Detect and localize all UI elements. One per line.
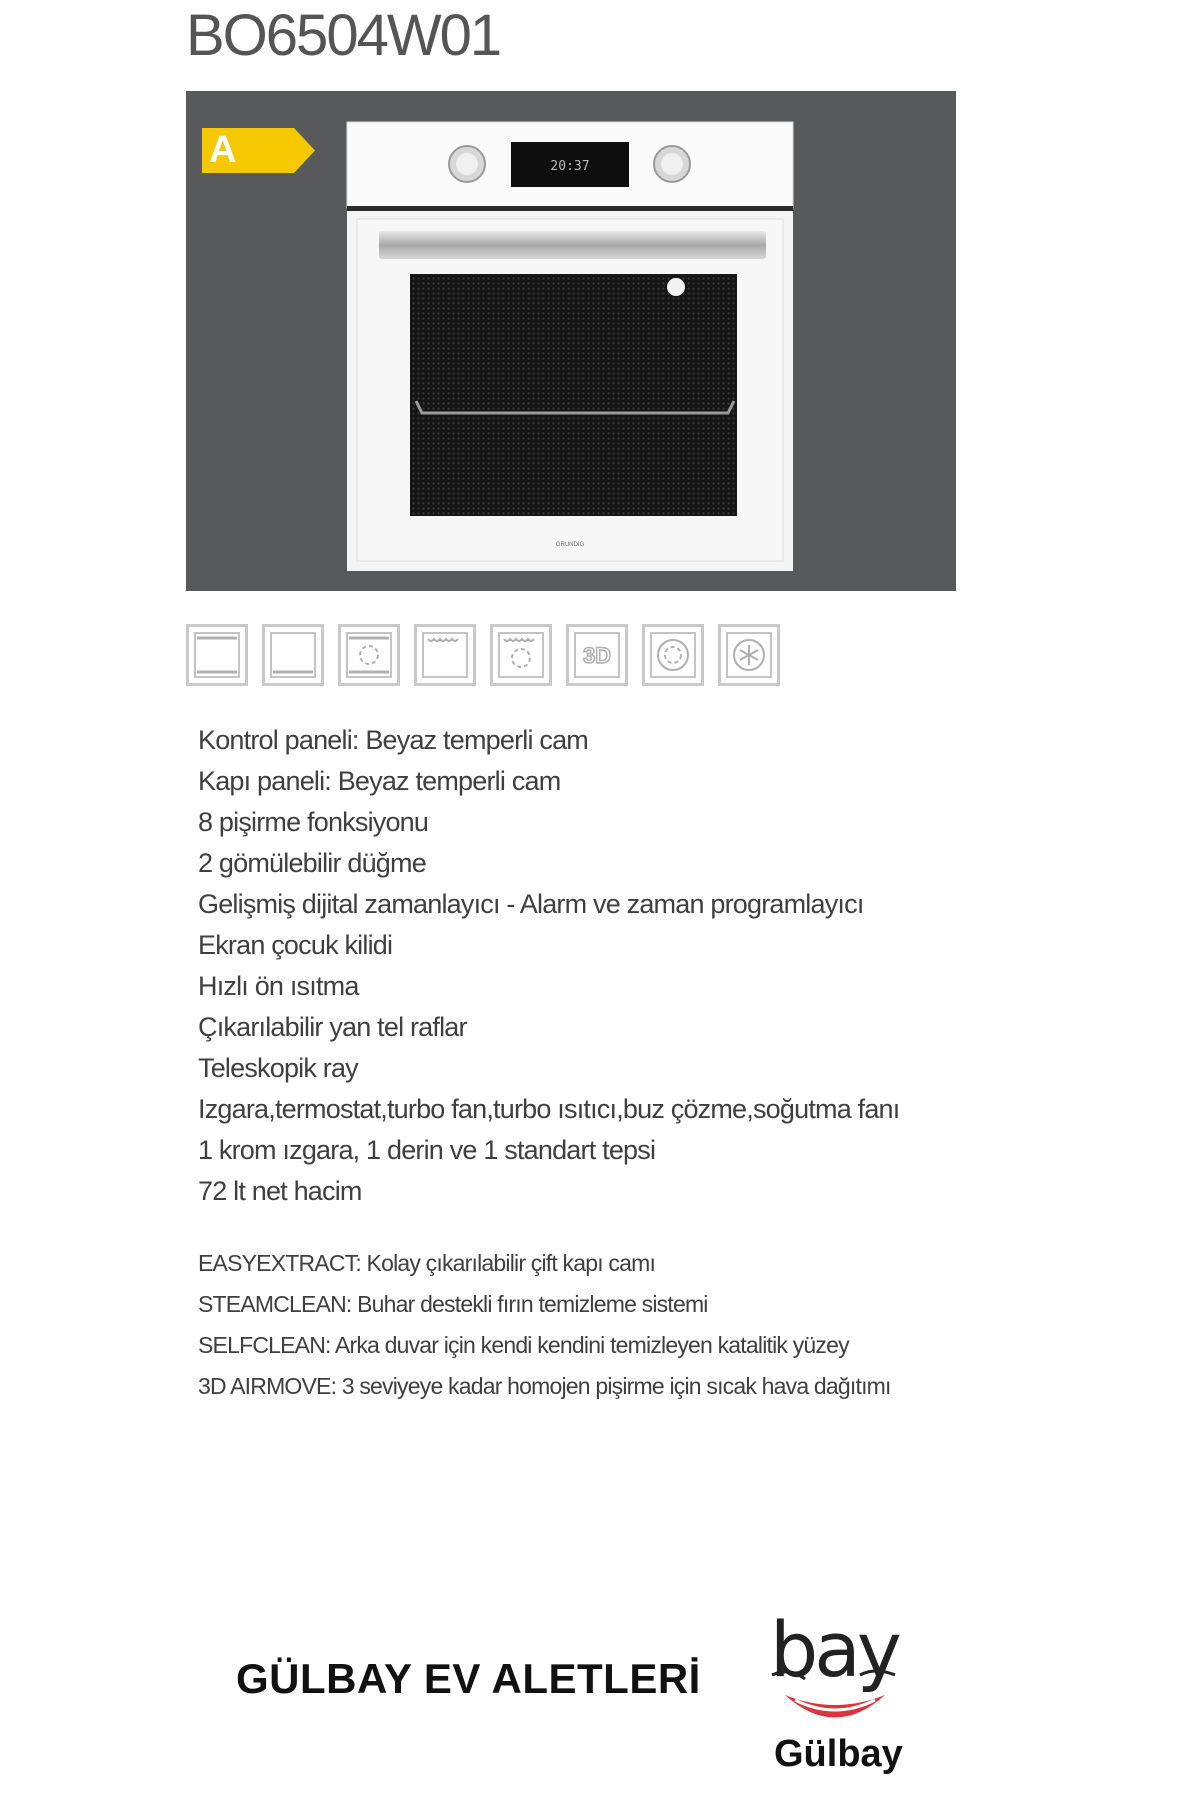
oven-window — [410, 274, 737, 516]
display-time: 20:37 — [550, 159, 590, 174]
energy-class: A — [209, 129, 237, 171]
model-title: BO6504W01 — [186, 3, 501, 68]
turbo-grill-icon — [490, 624, 552, 686]
company-name: GÜLBAY EV ALETLERİ — [236, 1655, 701, 1702]
feature-list — [198, 720, 978, 1212]
fan-heat-icon — [338, 624, 400, 686]
defrost-icon — [718, 624, 780, 686]
bottom-heat-icon — [262, 624, 324, 686]
technology-item: 3D AIRMOVE: 3 seviyeye kadar homojen pişirme için sıcak hava dağıtımı — [198, 1373, 891, 1399]
door-handle — [379, 231, 766, 259]
feature-item: 72 lt net hacim — [198, 1176, 362, 1206]
technology-list — [198, 1247, 958, 1411]
top-bottom-heat-icon — [186, 624, 248, 686]
oven-light-icon — [667, 278, 685, 296]
product-image — [186, 91, 956, 591]
3d-airmove-icon — [566, 624, 628, 686]
feature-item: Gelişmiş dijital zamanlayıcı - Alarm ve zaman programlayıcı — [198, 889, 864, 919]
function-icons — [186, 624, 780, 686]
feature-item: Teleskopik ray — [198, 1053, 358, 1083]
technology-item: STEAMCLEAN: Buhar destekli fırın temizleme sistemi — [198, 1291, 708, 1317]
feature-item: 2 gömülebilir düğme — [198, 848, 426, 878]
logo-name: Gülbay — [774, 1733, 903, 1775]
feature-item: 1 krom ızgara, 1 derin ve 1 standart tepsi — [198, 1135, 656, 1165]
feature-item: Ekran çocuk kilidi — [198, 930, 393, 960]
energy-label — [202, 128, 315, 173]
gulbay-logo — [760, 1605, 960, 1795]
logo-word: bay — [770, 1605, 898, 1694]
feature-item: Kontrol paneli: Beyaz temperli cam — [198, 725, 588, 755]
technology-item: SELFCLEAN: Arka duvar için kendi kendini temizleyen katalitik yüzey — [198, 1332, 849, 1358]
technology-item: EASYEXTRACT: Kolay çıkarılabilir çift kapı camı — [198, 1250, 656, 1276]
feature-item: Çıkarılabilir yan tel raflar — [198, 1012, 467, 1042]
feature-item: Izgara,termostat,turbo fan,turbo ısıtıcı,buz çözme,soğutma fanı — [198, 1094, 900, 1124]
feature-item: 8 pişirme fonksiyonu — [198, 807, 429, 837]
feature-item: Kapı paneli: Beyaz temperli cam — [198, 766, 561, 796]
svg-text:3D: 3D — [582, 643, 612, 668]
feature-item: Hızlı ön ısıtma — [198, 971, 359, 1001]
brand-plate: GRUNDIG — [555, 542, 585, 548]
turbo-fan-icon — [642, 624, 704, 686]
smile-face-icon — [760, 1645, 910, 1735]
grill-icon — [414, 624, 476, 686]
